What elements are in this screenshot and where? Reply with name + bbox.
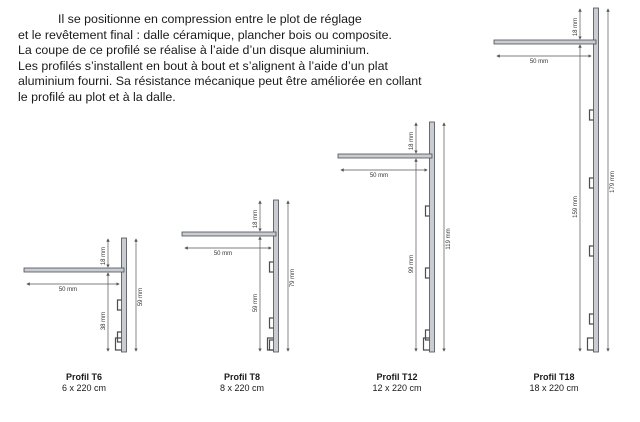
total-dim-label: 59 mm (138, 287, 144, 307)
flange-dim-label: 50 mm (58, 287, 78, 293)
profile-name: Profil T6 (65, 372, 102, 382)
profile-t18 (494, 8, 616, 352)
lower-dim-label: 159 mm (573, 196, 579, 218)
intro-line: aluminium fourni. Sa résistance mécanique peut être améliorée en collant (18, 74, 422, 89)
profile-flange (24, 268, 124, 272)
lower-dim-label: 38 mm (101, 311, 107, 331)
intro-line: et le revêtement final : dalle céramique, plancher bois ou composite. (18, 27, 392, 42)
profile-flange (338, 154, 432, 158)
profile-clip (270, 262, 274, 272)
profile-flange (494, 40, 596, 44)
profile-clip (590, 246, 594, 256)
profile-t8 (182, 200, 296, 352)
flange-dim-label: 50 mm (369, 173, 389, 179)
total-dim-label: 79 mm (290, 268, 296, 288)
lower-dim-label: 99 mm (409, 254, 415, 274)
profile-clip (118, 332, 122, 342)
top-dim-label: 18 mm (253, 209, 259, 229)
flange-dim-label: 50 mm (213, 251, 233, 257)
profile-size: 12 x 220 cm (372, 383, 422, 393)
intro-line: La coupe de ce profilé se réalise à l’aide d’un disque aluminium. (18, 43, 370, 58)
profile-clip (118, 300, 122, 310)
caption-t8 (182, 372, 302, 394)
intro-line: le profilé au plot et à la dalle. (18, 89, 176, 104)
profile-web (274, 200, 279, 352)
flange-dim-label: 50 mm (529, 59, 549, 65)
profile-flange (182, 232, 276, 236)
top-dim-label: 18 mm (573, 17, 579, 37)
profile-foot (588, 338, 594, 350)
top-dim-label: 18 mm (101, 246, 107, 266)
profile-web (122, 238, 127, 352)
profile-name: Profil T12 (376, 372, 418, 382)
profile-web (594, 8, 599, 352)
profile-name: Profil T18 (533, 372, 575, 382)
intro-line: Il se positionne en compression entre le plot de réglage (58, 12, 362, 26)
profile-t12 (338, 122, 452, 352)
intro-line: Les profilés s’installent en bout à bout et s’alignent à l’aide d’un plat (18, 58, 388, 73)
lower-dim-label: 59 mm (253, 293, 259, 313)
profile-clip (426, 268, 430, 278)
caption-t18 (494, 372, 614, 394)
profile-clip (590, 178, 594, 188)
profile-size: 6 x 220 cm (61, 383, 107, 393)
total-dim-label: 179 mm (610, 171, 616, 193)
profile-clip (590, 314, 594, 324)
profile-size: 8 x 220 cm (219, 383, 265, 393)
caption-t12 (337, 372, 457, 394)
profile-size: 18 x 220 cm (529, 383, 579, 393)
profile-t6 (24, 238, 144, 352)
caption-t6 (24, 372, 144, 394)
top-dim-label: 18 mm (409, 131, 415, 151)
profile-clip (590, 110, 594, 120)
profile-clip (426, 206, 430, 216)
profile-name: Profil T8 (223, 372, 260, 382)
profile-foot (116, 338, 122, 350)
profile-clip (270, 340, 274, 350)
profile-clip (270, 318, 274, 328)
total-dim-label: 119 mm (446, 228, 452, 250)
